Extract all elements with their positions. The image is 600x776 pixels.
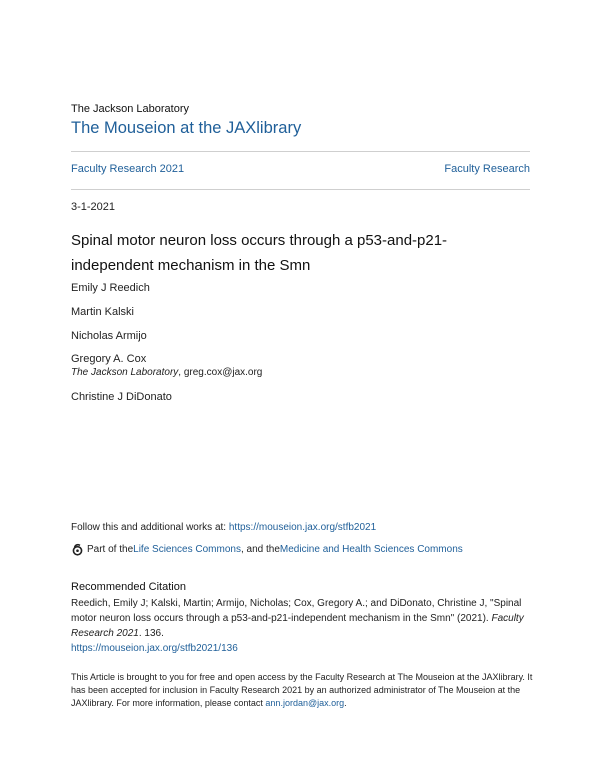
citation-journal: Faculty Research 2021 xyxy=(71,613,524,639)
part-of-prefix: Part of the xyxy=(87,544,134,555)
author-name: Emily J Reedich xyxy=(71,282,150,294)
divider-top xyxy=(71,151,530,152)
divider-bottom xyxy=(71,189,530,190)
footer-notice xyxy=(71,671,541,710)
article-title: Spinal motor neuron loss occurs through a p53-and-p21-independent mechanism in the Smn xyxy=(71,232,448,274)
citation-text xyxy=(71,596,531,656)
repository-title[interactable]: The Mouseion at the JAXlibrary xyxy=(71,119,302,137)
follow-link[interactable]: https://mouseion.jax.org/stfb2021 xyxy=(228,522,377,533)
affiliation-institution: The Jackson Laboratory xyxy=(71,367,179,378)
citation-body: Reedich, Emily J; Kalski, Martin; Armijo, Nicholas; Cox, Gregory A.; and DiDonato, Christine J, "Spinal motor neuron loss occurs through a p53-and-p21-independent mechanism in the Smn" (2021). xyxy=(71,598,522,624)
series-link-2021[interactable]: Faculty Research 2021 xyxy=(71,163,185,175)
follow-line xyxy=(71,522,376,533)
part-of-middle: , and the xyxy=(240,544,280,555)
publication-date: 3-1-2021 xyxy=(71,201,116,213)
affiliation-email: greg.cox@jax.org xyxy=(183,367,263,378)
life-sciences-commons-link[interactable]: Life Sciences Commons xyxy=(133,544,241,555)
medicine-health-commons-link[interactable]: Medicine and Health Sciences Commons xyxy=(279,544,463,555)
author-name: Martin Kalski xyxy=(71,306,134,318)
recommended-citation-heading: Recommended Citation xyxy=(71,581,186,593)
citation-link[interactable]: https://mouseion.jax.org/stfb2021/136 xyxy=(71,643,238,654)
author-affiliation: The Jackson Laboratory, greg.cox@jax.org xyxy=(71,367,263,378)
author-name: Christine J DiDonato xyxy=(71,391,172,403)
citation-number: . 136. xyxy=(138,628,164,639)
follow-text: Follow this and additional works at: xyxy=(71,522,229,533)
footer-text: This Article is brought to you for free and open access by the Faculty Research at The Mouseion at the JAXlibrary. It has been accepted for inclusion in Faculty Research 2021 by an authorized administrator of The Mouseion at the JAXlibrary. For more information, please contact xyxy=(71,672,533,708)
institution-name: The Jackson Laboratory xyxy=(71,103,190,115)
author-name: Nicholas Armijo xyxy=(71,330,147,342)
author-name: Gregory A. Cox xyxy=(71,353,147,365)
footer-end: . xyxy=(344,698,347,708)
open-access-icon xyxy=(71,543,84,556)
contact-email-link[interactable]: ann.jordan@jax.org xyxy=(265,698,345,708)
series-link-faculty-research[interactable]: Faculty Research xyxy=(444,163,530,175)
part-of-line xyxy=(71,543,463,556)
